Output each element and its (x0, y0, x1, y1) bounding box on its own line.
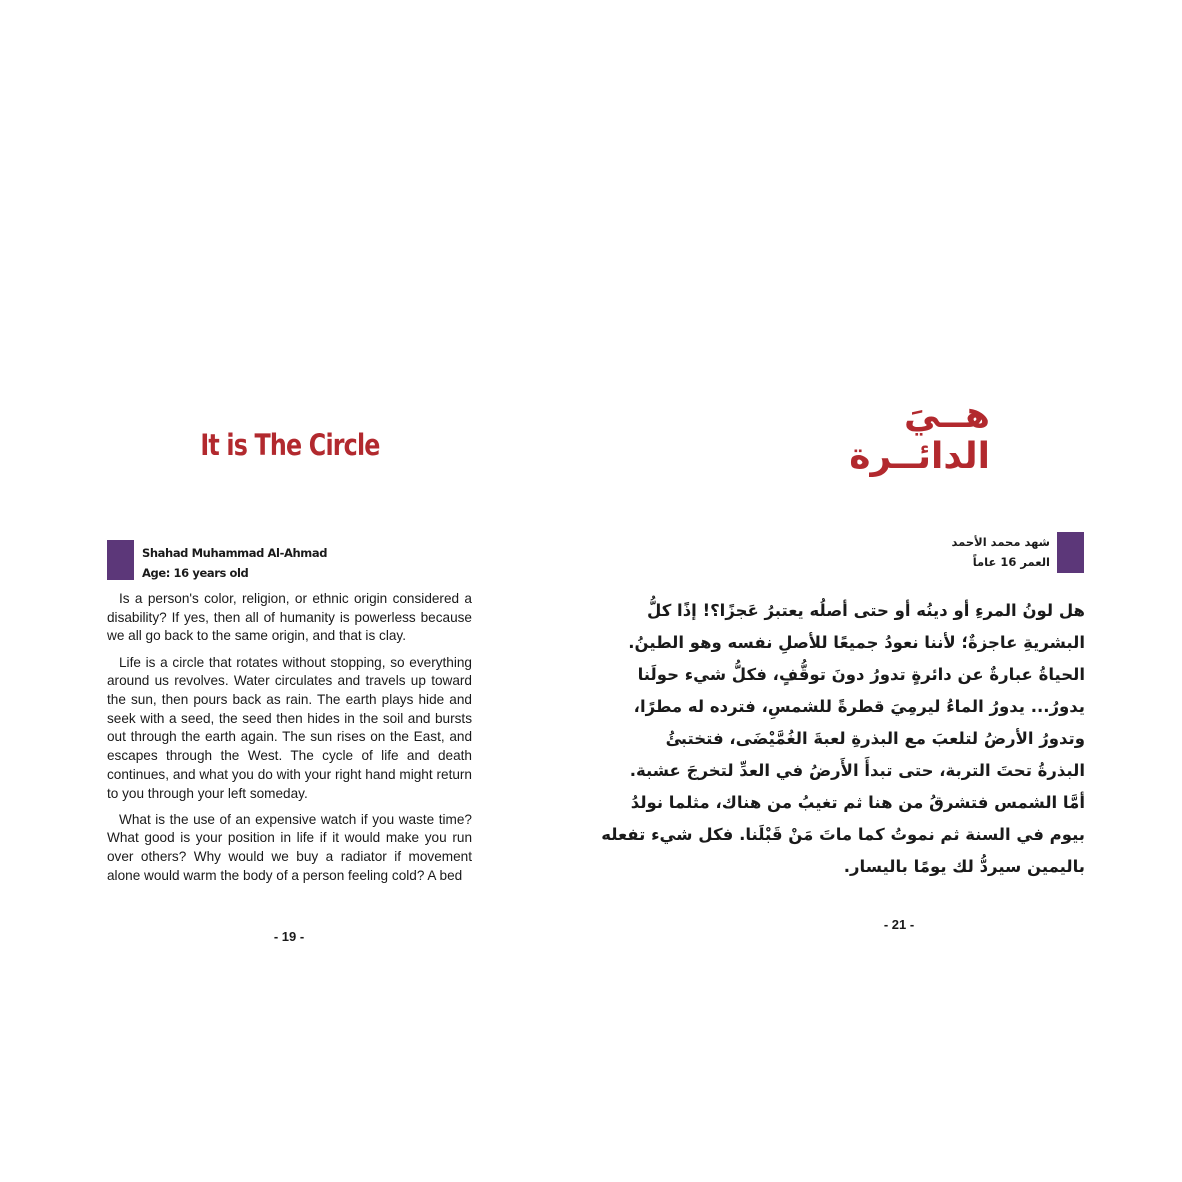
text-line: يدورُ... يدورُ الماءُ ليرمِيَ قطرةً للشمسِ، فترده له مطرًا، (633, 697, 1085, 716)
author-name: Shahad Muhammad Al-Ahmad (142, 546, 328, 560)
author-marker-bar (1057, 532, 1084, 573)
text-line: باليمين سيردُّ لك يومًا باليسار. (843, 857, 1085, 876)
author-age: Age: 16 years old (142, 566, 249, 580)
paragraph: What is the use of an expensive watch if you waste time? What good is your position in life if it would make you run over others? Why would we buy a radiator if movement alone would warm the body of a person feeling cold? A bed (107, 811, 472, 883)
text-line: أمَّا الشمس فتشرقُ من هنا ثم تغيبُ من هناك، مثلما نولدُ (630, 793, 1085, 812)
arabic-body (601, 595, 1085, 883)
arabic-title: هــيَ الدائــرة (849, 395, 990, 477)
english-title: It is The Circle (200, 428, 380, 462)
paragraph: Is a person's color, religion, or ethnic origin considered a disability? If yes, then all of humanity is powerless because we all go back to the same origin, and that is clay. (107, 591, 472, 644)
author-marker-bar (107, 540, 134, 580)
paragraph: Life is a circle that rotates without stopping, so everything around us revolves. Water circulates and travels up toward the sun, then pours back as rain. The earth plays hide and seek with a seed, the seed then hides in the soil and bursts out through the earth again. The sun rises on the East, and escapes through the West. The cycle of life and death continues, and what you do with your right hand might return to you through your left someday. (107, 654, 472, 801)
page-number: - 19 - (273, 929, 305, 944)
english-body (107, 590, 472, 893)
author-info (952, 532, 1050, 572)
text-line: وتدورُ الأرضُ لتلعبَ مع البذرةِ لعبةَ الغُمَّيْضَى، فتختبئُ (665, 729, 1085, 748)
author-age: العمر 16 عاماً (972, 555, 1050, 569)
text-line: الحياةُ عبارةٌ عن دائرةٍ تدورُ دونَ توقُّفٍ، فكلُّ شيء حولَنا (637, 665, 1085, 684)
text-line: البشريةِ عاجزةٌ؛ لأننا نعودُ جميعًا للأصلِ نفسه وهو الطينُ. (628, 633, 1085, 652)
author-name: شهد محمد الأحمد (951, 535, 1050, 549)
text-line: بيوم في السنة ثم نموتُ كما ماتَ مَنْ قَبْلَنا. فكل شيء تفعله (601, 825, 1085, 844)
text-line: هل لونُ المرءِ أو دينُه أو حتى أصلُه يعتبرُ عَجزًا؟! إذًا كلُّ (646, 601, 1085, 620)
text-line: البذرةُ تحتَ التربة، حتى تبدأَ الأَرضُ في العدِّ لتخرجَ عشبة. (629, 761, 1085, 780)
author-info (142, 543, 327, 583)
page-number: - 21 - (883, 917, 915, 932)
